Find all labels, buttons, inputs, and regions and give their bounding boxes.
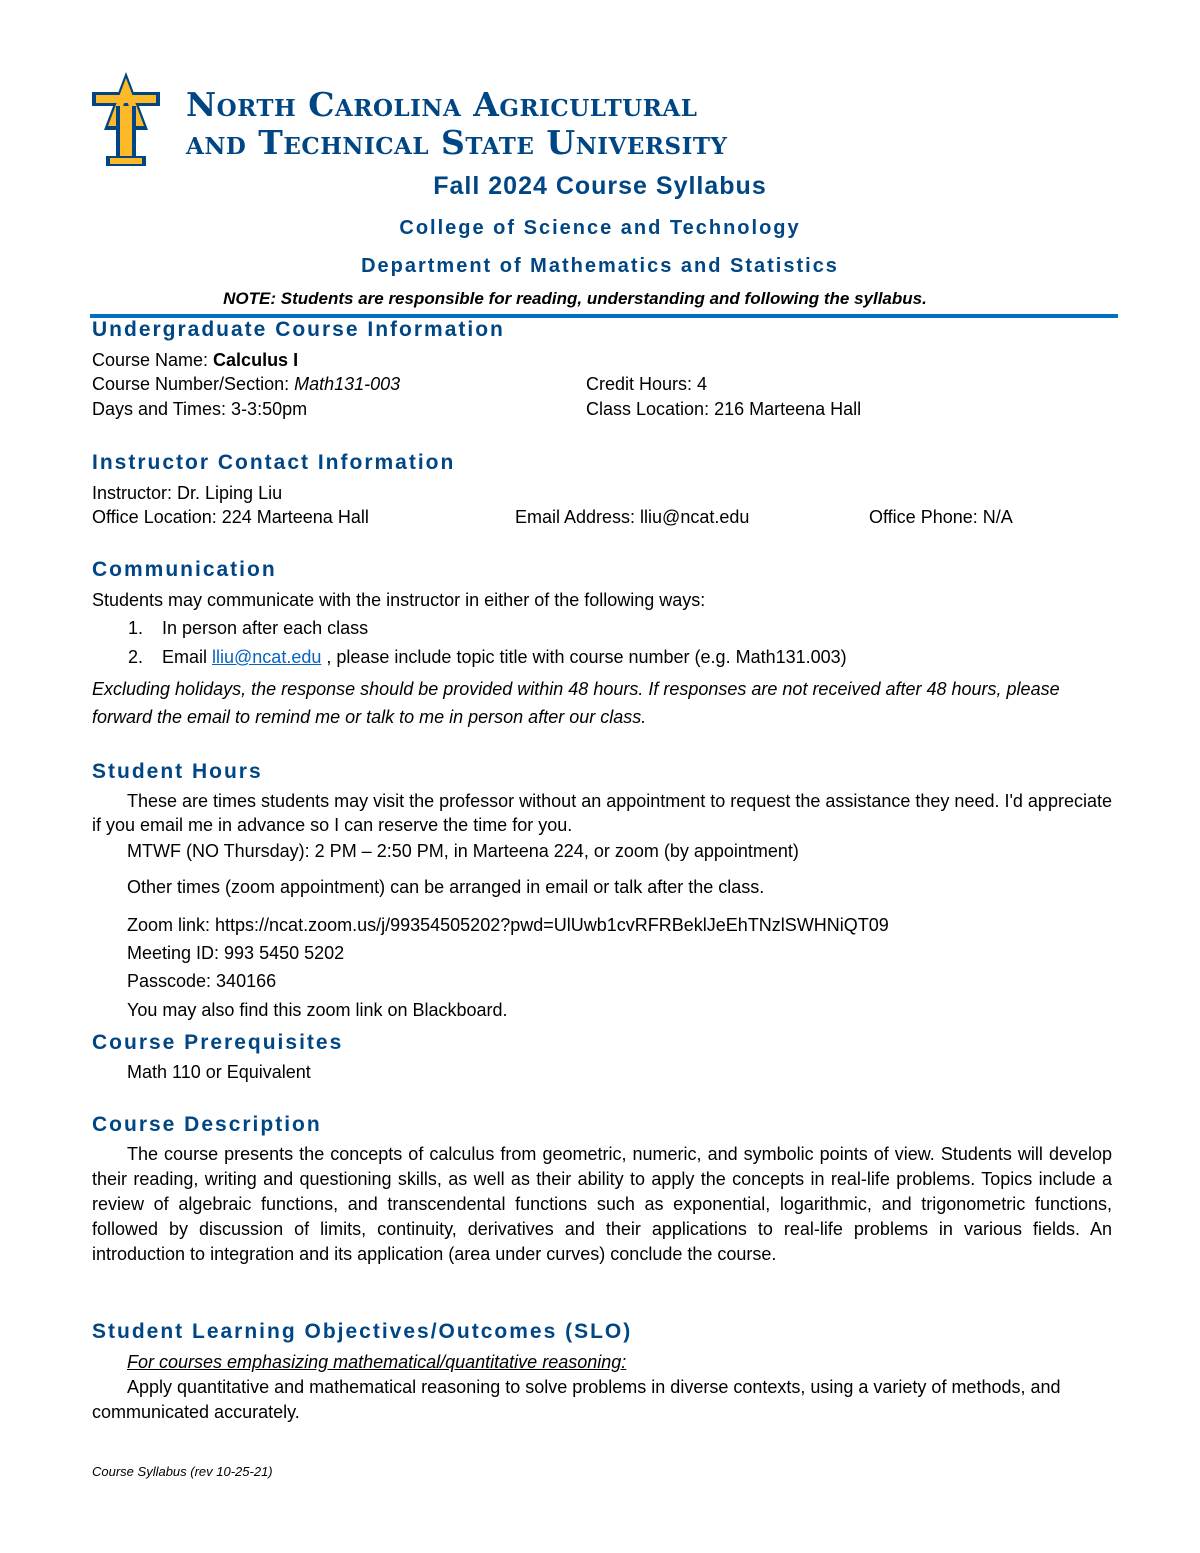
- email-address: Email Address: lliu@ncat.edu: [515, 507, 750, 527]
- description-text: The course presents the concepts of calculus from geometric, numeric, and symbolic points of view. Students will develop their reading, writing and questioning skills, as well as their ability to apply the concepts in real-life problems. Topics include a review of algebraic functions, and transcendental functions such as exponential, logarithmic, and trigonometric functions, followed by discussion of limits, continuity, derivatives and their applications to real-life problems in various fields. An introduction to integration and its application (area under curves) conclude the course.: [92, 1144, 1112, 1264]
- slo-heading: Student Learning Objectives/Outcomes (SLO): [92, 1320, 633, 1343]
- footer-revision: Course Syllabus (rev 10-25-21): [92, 1464, 273, 1479]
- course-number: Course Number/Section: Math131-003: [92, 374, 401, 394]
- response-note: Excluding holidays, the response should be provided within 48 hours. If responses are not received after 48 hours, please forward the email to remind me or talk to me in person after our class.: [92, 679, 1060, 727]
- communication-intro: Students may communicate with the instructor in either of the following ways:: [92, 590, 706, 610]
- syllabus-note: NOTE: Students are responsible for reading, understanding and following the syllabus.: [223, 289, 927, 308]
- list-item: In person after each class: [162, 618, 369, 638]
- office-phone: Office Phone: N/A: [869, 507, 1013, 527]
- course-name: Course Name: Calculus I: [92, 350, 299, 370]
- college-name: College of Science and Technology: [399, 217, 801, 239]
- meeting-id: Meeting ID: 993 5450 5202: [127, 943, 345, 963]
- blackboard-note: You may also find this zoom link on Blackboard.: [127, 1000, 508, 1020]
- list-item-number: 2.: [128, 647, 144, 667]
- syllabus-title: Fall 2024 Course Syllabus: [433, 172, 767, 200]
- credit-hours: Credit Hours: 4: [586, 374, 708, 394]
- department-name: Department of Mathematics and Statistics: [361, 255, 839, 277]
- slo-subheading: For courses emphasizing mathematical/quantitative reasoning:: [127, 1352, 627, 1372]
- email-link[interactable]: lliu@ncat.edu: [212, 647, 322, 667]
- prerequisites-text: Math 110 or Equivalent: [127, 1062, 311, 1082]
- description-heading: Course Description: [92, 1113, 322, 1136]
- instructor-name: Instructor: Dr. Liping Liu: [92, 483, 283, 503]
- communication-heading: Communication: [92, 558, 277, 581]
- course-info-heading: Undergraduate Course Information: [92, 318, 505, 341]
- list-item-number: 1.: [128, 618, 144, 638]
- zoom-link[interactable]: Zoom link: https://ncat.zoom.us/j/99354505202?pwd=UlUwb1cvRFRBeklJeEhTNzlSWHNiQT09: [127, 915, 889, 935]
- passcode: Passcode: 340166: [127, 971, 277, 991]
- student-hours-intro: These are times students may visit the professor without an appointment to request the assistance they need. I'd appreciate if you email me in advance so I can reserve the time for you.: [92, 791, 1112, 835]
- university-logo-icon: [90, 70, 162, 168]
- office-location: Office Location: 224 Marteena Hall: [92, 507, 369, 527]
- class-location: Class Location: 216 Marteena Hall: [586, 399, 862, 419]
- student-hours-heading: Student Hours: [92, 760, 263, 783]
- slo-text: Apply quantitative and mathematical reasoning to solve problems in diverse contexts, using a variety of methods, and communicated accurately.: [92, 1377, 1061, 1422]
- hours-other: Other times (zoom appointment) can be arranged in email or talk after the class.: [127, 877, 765, 897]
- list-item: Email lliu@ncat.edu , please include topic title with course number (e.g. Math131.003): [162, 647, 847, 667]
- instructor-heading: Instructor Contact Information: [92, 451, 456, 474]
- university-name: North Carolina Agricultural and Technical State University: [186, 85, 728, 162]
- prerequisites-heading: Course Prerequisites: [92, 1031, 344, 1054]
- days-times: Days and Times: 3-3:50pm: [92, 399, 308, 419]
- hours-schedule: MTWF (NO Thursday): 2 PM – 2:50 PM, in Marteena 224, or zoom (by appointment): [127, 841, 799, 861]
